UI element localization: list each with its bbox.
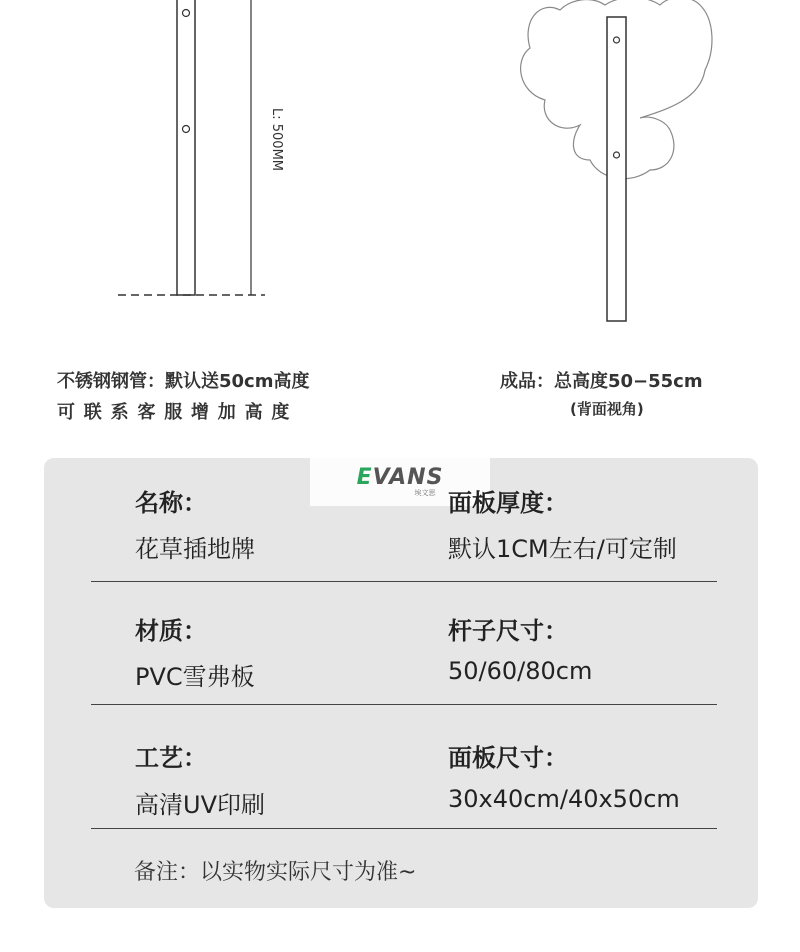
spec-pole-size-value: 50/60/80cm [448,657,593,685]
finished-sign-diagram [500,0,740,330]
spec-material-value: PVC雪弗板 [135,663,255,691]
back-view-caption: (背面视角) [570,400,644,418]
spec-divider [91,704,717,705]
pole-caption-note: 可联系客服增加高度 [57,402,299,423]
spec-divider [91,828,717,829]
spec-process-value: 高清UV印刷 [135,791,265,819]
spec-name-label: 名称： [135,489,207,517]
spec-note: 备注：以实物实际尺寸为准~ [134,860,417,885]
spec-thickness-label: 面板厚度： [448,489,568,517]
finished-caption: 成品：总高度50−55cm [500,371,703,392]
steel-pole [177,0,195,295]
spec-material-label: 材质： [135,617,207,645]
spec-panel-size-value: 30x40cm/40x50cm [448,785,680,813]
spec-name-value: 花草插地牌 [135,535,255,563]
pole-hole-bottom [183,126,190,133]
spec-divider [91,581,717,582]
pole-caption: 不锈钢钢管：默认送50cm高度 [57,371,310,392]
brand-logo-subtitle: 埃文思 [414,489,436,497]
spec-process-label: 工艺： [135,744,207,772]
pole-hole-top [183,10,190,17]
brand-logo-text: EVANS [356,465,444,490]
sign-pole [607,17,626,321]
sign-pole-hole-top [614,37,620,43]
spec-pole-size-label: 杆子尺寸： [448,617,568,645]
pole-length-label: L: 500MM [269,108,284,172]
sign-pole-hole-bottom [614,152,620,158]
spec-panel-size-label: 面板尺寸： [448,744,568,772]
spec-thickness-value: 默认1CM左右/可定制 [448,535,677,563]
